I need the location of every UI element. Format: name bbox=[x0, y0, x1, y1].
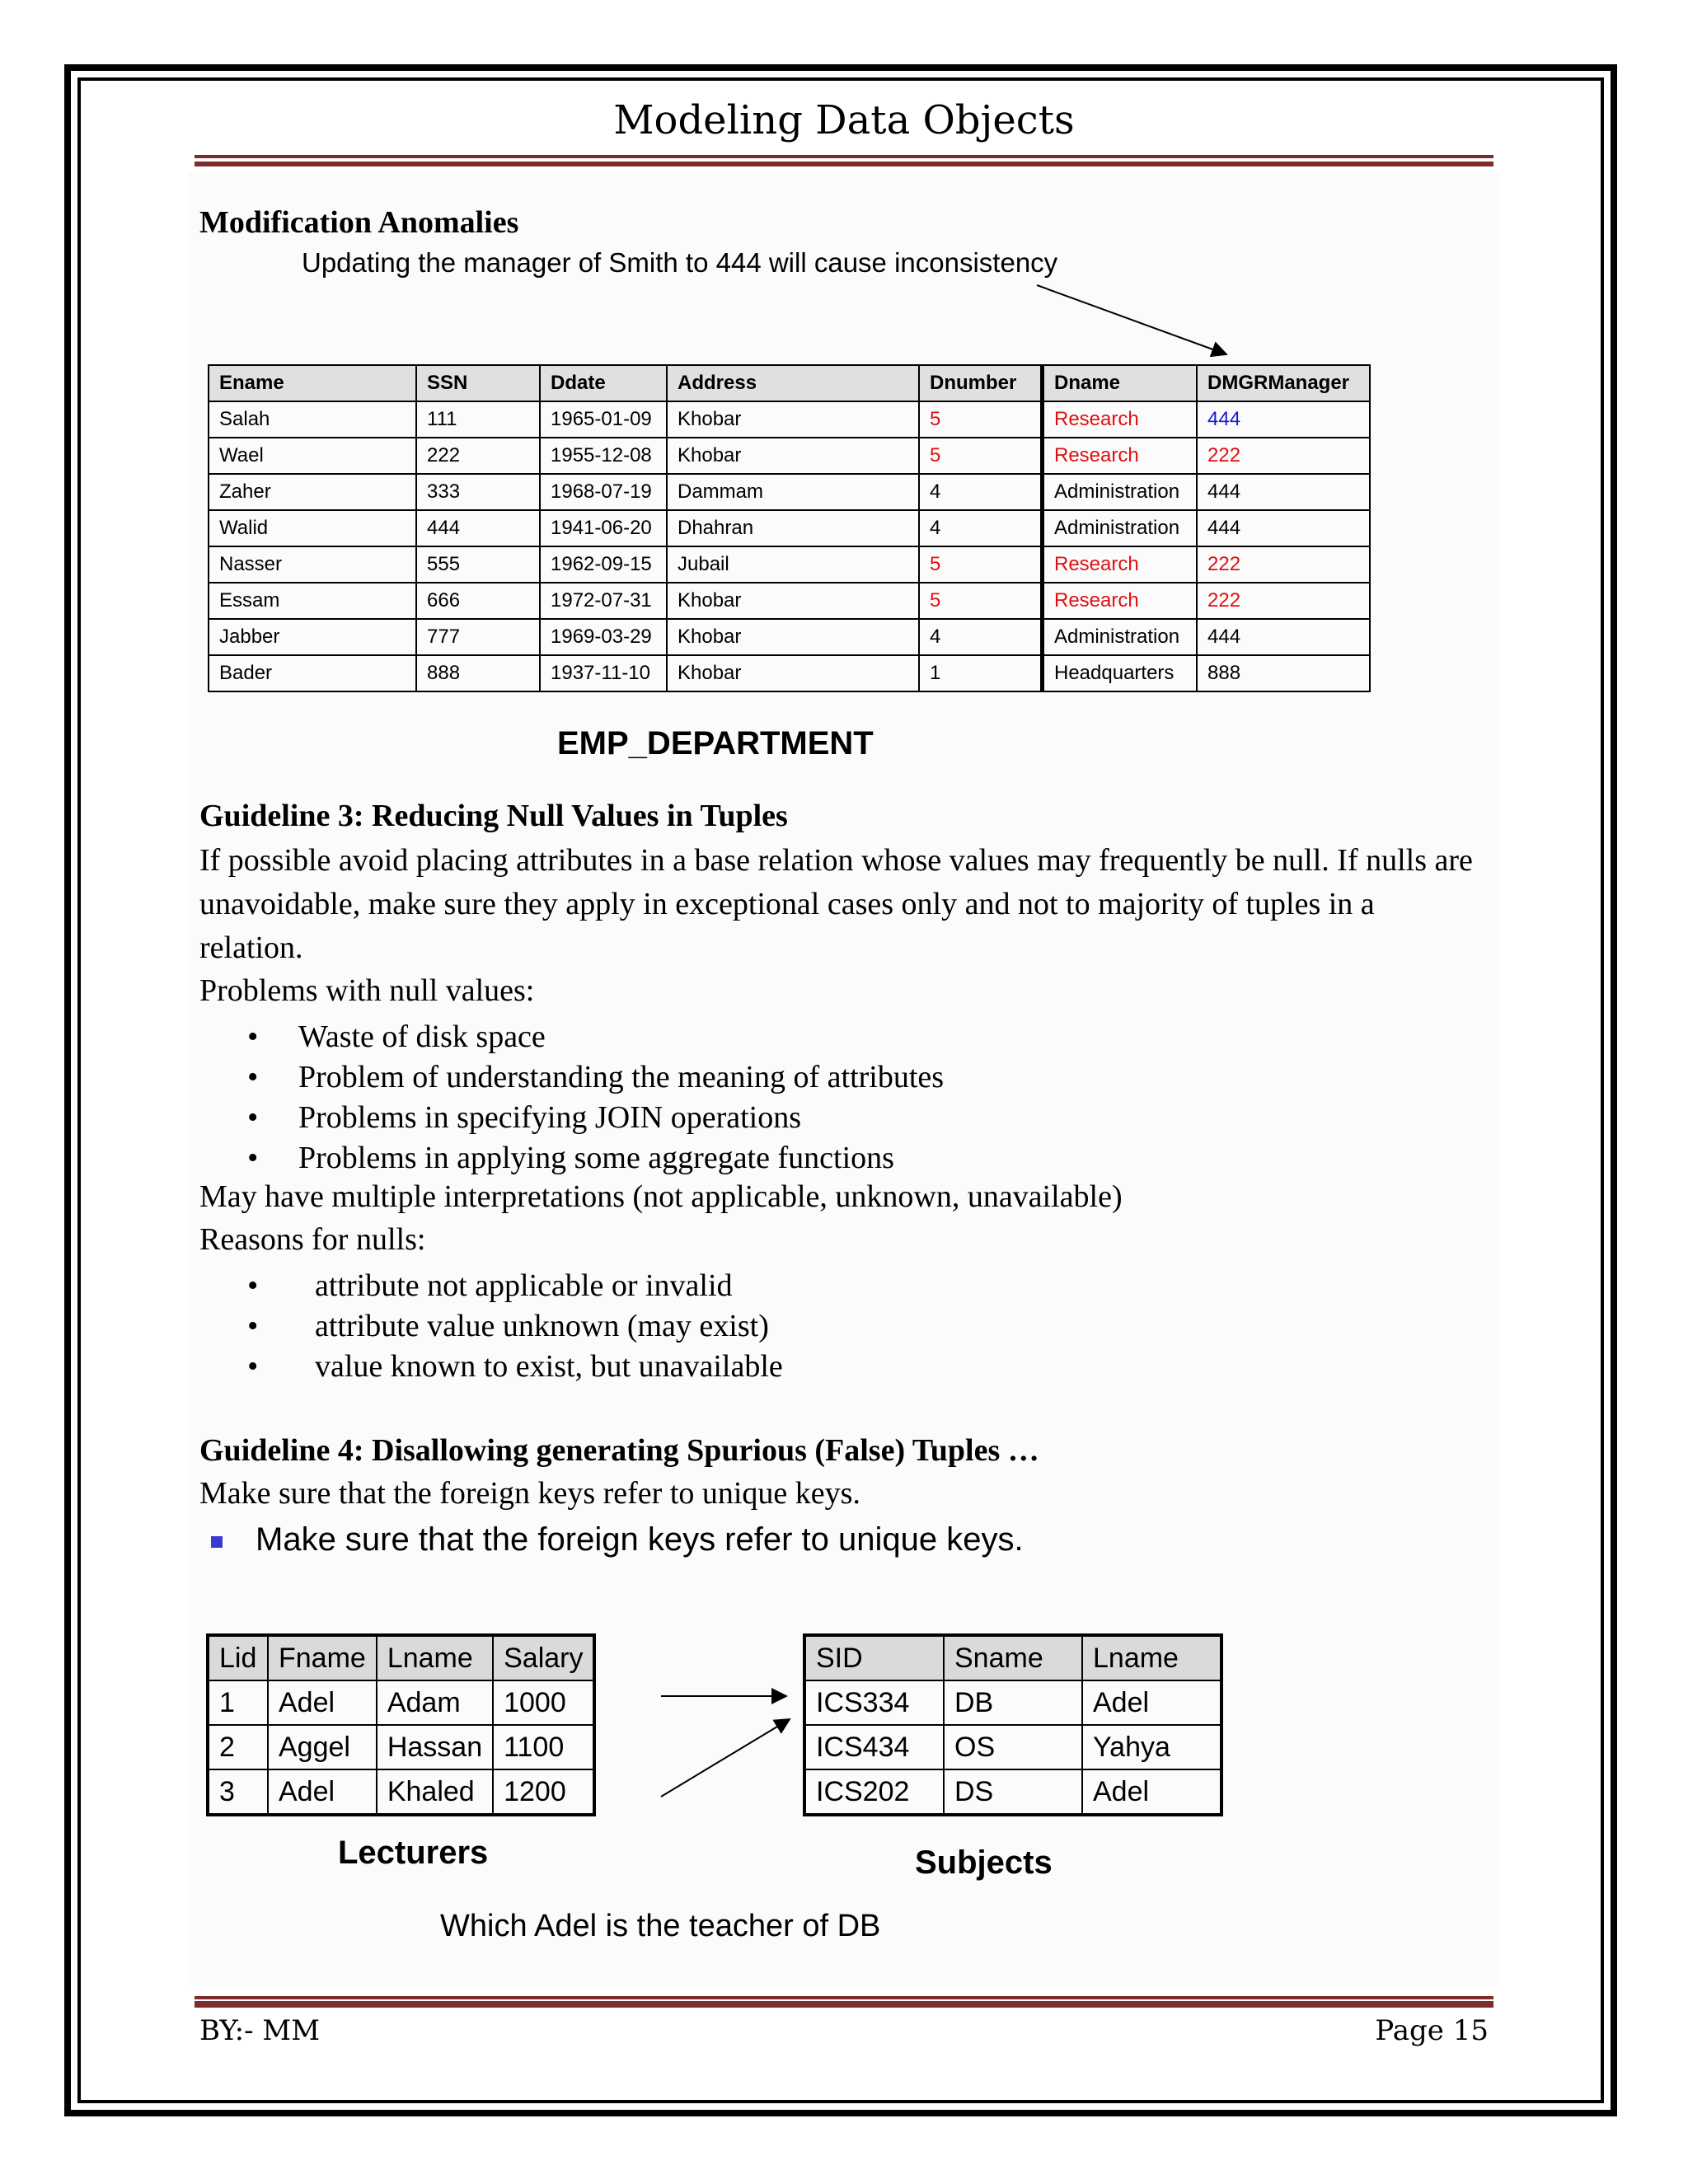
cell-address: Khobar bbox=[667, 619, 919, 655]
col-lname: Lname bbox=[1082, 1635, 1221, 1680]
cell-dnumber: 1 bbox=[919, 655, 1043, 691]
cell-ddate: 1969-03-29 bbox=[540, 619, 667, 655]
table-row bbox=[209, 474, 1370, 510]
cell-ename: Jabber bbox=[209, 619, 416, 655]
list-item: • attribute value unknown (may exist) bbox=[247, 1306, 783, 1347]
col-ssn: SSN bbox=[416, 365, 540, 401]
cell-dnumber: 5 bbox=[919, 583, 1043, 619]
table-row bbox=[804, 1680, 1221, 1725]
cell-dname: Administration bbox=[1043, 510, 1198, 546]
list-item: • value known to exist, but unavailable bbox=[247, 1347, 783, 1387]
table-row bbox=[804, 1725, 1221, 1769]
list-item: • attribute not applicable or invalid bbox=[247, 1266, 783, 1306]
cell-ddate: 1968-07-19 bbox=[540, 474, 667, 510]
cell-ddate: 1965-01-09 bbox=[540, 401, 667, 438]
table-cell: DB bbox=[944, 1680, 1082, 1725]
emp-department-table bbox=[208, 364, 1371, 692]
table-row bbox=[208, 1680, 594, 1725]
cell-dnumber: 4 bbox=[919, 619, 1043, 655]
cell-ename: Wael bbox=[209, 438, 416, 474]
table-cell: ICS202 bbox=[804, 1769, 944, 1815]
table-cell: ICS434 bbox=[804, 1725, 944, 1769]
col-sname: Sname bbox=[944, 1635, 1082, 1680]
table-row bbox=[804, 1769, 1221, 1815]
cell-ssn: 888 bbox=[416, 655, 540, 691]
cell-dname: Administration bbox=[1043, 474, 1198, 510]
col-ename: Ename bbox=[209, 365, 416, 401]
col-dmgrmanager: DMGRManager bbox=[1197, 365, 1370, 401]
table-row bbox=[208, 1725, 594, 1769]
subjects-caption: Subjects bbox=[915, 1844, 1053, 1881]
footer-page-number: Page 15 bbox=[1375, 2014, 1489, 2047]
table-cell: 1200 bbox=[493, 1769, 594, 1815]
table-cell: Hassan bbox=[377, 1725, 493, 1769]
table-row bbox=[208, 1769, 594, 1815]
cell-ssn: 777 bbox=[416, 619, 540, 655]
list-item: • Problem of understanding the meaning of attributes bbox=[247, 1057, 944, 1098]
table-cell: ICS334 bbox=[804, 1680, 944, 1725]
table-cell: Adel bbox=[268, 1680, 377, 1725]
slide-bullet-text: Make sure that the foreign keys refer to unique keys. bbox=[256, 1521, 1024, 1558]
col-fname: Fname bbox=[268, 1635, 377, 1680]
table-cell: Adel bbox=[268, 1769, 377, 1815]
table-cell: Aggel bbox=[268, 1725, 377, 1769]
cell-address: Jubail bbox=[667, 546, 919, 583]
reasons-list bbox=[247, 1266, 783, 1387]
footer-author: BY:- MM bbox=[199, 2014, 321, 2047]
cell-ssn: 444 bbox=[416, 510, 540, 546]
cell-mgr: 222 bbox=[1197, 546, 1370, 583]
problems-list bbox=[247, 1017, 944, 1179]
cell-mgr: 222 bbox=[1197, 438, 1370, 474]
guideline-3-heading: Guideline 3: Reducing Null Values in Tuples bbox=[199, 799, 788, 833]
note-arrow bbox=[1037, 285, 1226, 354]
cell-address: Dhahran bbox=[667, 510, 919, 546]
cell-address: Khobar bbox=[667, 655, 919, 691]
cell-ename: Essam bbox=[209, 583, 416, 619]
cell-dnumber: 5 bbox=[919, 401, 1043, 438]
cell-ename: Salah bbox=[209, 401, 416, 438]
table-row bbox=[209, 619, 1370, 655]
square-bullet-icon bbox=[211, 1536, 223, 1548]
col-address: Address bbox=[667, 365, 919, 401]
cell-dname: Research bbox=[1043, 583, 1198, 619]
table-row bbox=[209, 546, 1370, 583]
cell-dname: Research bbox=[1043, 546, 1198, 583]
table-row bbox=[209, 438, 1370, 474]
cell-address: Khobar bbox=[667, 438, 919, 474]
table-cell: Adel bbox=[1082, 1680, 1221, 1725]
cell-ddate: 1955-12-08 bbox=[540, 438, 667, 474]
table-row bbox=[209, 510, 1370, 546]
table-row bbox=[209, 401, 1370, 438]
col-salary: Salary bbox=[493, 1635, 594, 1680]
cell-ssn: 333 bbox=[416, 474, 540, 510]
table-row bbox=[209, 655, 1370, 691]
table-cell: Adel bbox=[1082, 1769, 1221, 1815]
table-cell: 3 bbox=[208, 1769, 268, 1815]
cell-ddate: 1937-11-10 bbox=[540, 655, 667, 691]
footer-rule bbox=[195, 1996, 1493, 2008]
cell-dnumber: 5 bbox=[919, 438, 1043, 474]
cell-ename: Nasser bbox=[209, 546, 416, 583]
cell-dname: Research bbox=[1043, 401, 1198, 438]
lecturers-table bbox=[206, 1633, 596, 1816]
cell-ssn: 222 bbox=[416, 438, 540, 474]
col-lname: Lname bbox=[377, 1635, 493, 1680]
cell-dnumber: 5 bbox=[919, 546, 1043, 583]
cell-ssn: 555 bbox=[416, 546, 540, 583]
table-cell: OS bbox=[944, 1725, 1082, 1769]
table-cell: 1100 bbox=[493, 1725, 594, 1769]
cell-address: Khobar bbox=[667, 401, 919, 438]
cell-mgr: 888 bbox=[1197, 655, 1370, 691]
cell-address: Dammam bbox=[667, 474, 919, 510]
subjects-table bbox=[803, 1633, 1223, 1816]
table-cell: DS bbox=[944, 1769, 1082, 1815]
cell-ename: Zaher bbox=[209, 474, 416, 510]
question-text: Which Adel is the teacher of DB bbox=[440, 1909, 881, 1943]
list-item: • Waste of disk space bbox=[247, 1017, 944, 1057]
cell-dnumber: 4 bbox=[919, 510, 1043, 546]
col-ddate: Ddate bbox=[540, 365, 667, 401]
table-cell: 1 bbox=[208, 1680, 268, 1725]
cell-dname: Administration bbox=[1043, 619, 1198, 655]
reasons-intro: Reasons for nulls: bbox=[199, 1222, 426, 1257]
guideline-4-heading: Guideline 4: Disallowing generating Spurious (False) Tuples … bbox=[199, 1433, 1039, 1468]
cell-address: Khobar bbox=[667, 583, 919, 619]
table-cell: Adam bbox=[377, 1680, 493, 1725]
table-cell: Khaled bbox=[377, 1769, 493, 1815]
cell-mgr: 444 bbox=[1197, 619, 1370, 655]
guideline-4-paragraph: Make sure that the foreign keys refer to unique keys. bbox=[199, 1476, 860, 1511]
cell-ename: Bader bbox=[209, 655, 416, 691]
emp-department-caption: EMP_DEPARTMENT bbox=[557, 725, 874, 762]
cell-mgr: 444 bbox=[1197, 510, 1370, 546]
table-cell: 2 bbox=[208, 1725, 268, 1769]
modification-anomalies-heading: Modification Anomalies bbox=[199, 205, 519, 240]
interpretations-text: May have multiple interpretations (not applicable, unknown, unavailable) bbox=[199, 1179, 1123, 1214]
cell-ddate: 1972-07-31 bbox=[540, 583, 667, 619]
page-title: Modeling Data Objects bbox=[613, 97, 1075, 143]
cell-ssn: 666 bbox=[416, 583, 540, 619]
cell-ename: Walid bbox=[209, 510, 416, 546]
cell-ssn: 111 bbox=[416, 401, 540, 438]
problems-intro: Problems with null values: bbox=[199, 973, 535, 1008]
list-item: • Problems in specifying JOIN operations bbox=[247, 1098, 944, 1138]
lecturers-caption: Lecturers bbox=[338, 1835, 489, 1871]
guideline-3-paragraph: If possible avoid placing attributes in a base relation whose values may frequently be null. If nulls are unavoidable, make sure they apply in exceptional cases only and not to majority of tuples in a relation. bbox=[199, 843, 1473, 965]
table-cell: 1000 bbox=[493, 1680, 594, 1725]
cell-ddate: 1962-09-15 bbox=[540, 546, 667, 583]
cell-mgr: 222 bbox=[1197, 583, 1370, 619]
cell-mgr: 444 bbox=[1197, 474, 1370, 510]
col-dnumber: Dnumber bbox=[919, 365, 1043, 401]
table-row bbox=[209, 583, 1370, 619]
cell-mgr: 444 bbox=[1197, 401, 1370, 438]
cell-dname: Headquarters bbox=[1043, 655, 1198, 691]
reference-arrow-2 bbox=[661, 1719, 790, 1797]
list-item: • Problems in applying some aggregate functions bbox=[247, 1138, 944, 1179]
col-lid: Lid bbox=[208, 1635, 268, 1680]
inconsistency-note: Updating the manager of Smith to 444 will cause inconsistency bbox=[302, 247, 1058, 278]
table-cell: Yahya bbox=[1082, 1725, 1221, 1769]
cell-ddate: 1941-06-20 bbox=[540, 510, 667, 546]
cell-dname: Research bbox=[1043, 438, 1198, 474]
col-sid: SID bbox=[804, 1635, 944, 1680]
cell-dnumber: 4 bbox=[919, 474, 1043, 510]
col-dname: Dname bbox=[1043, 365, 1198, 401]
